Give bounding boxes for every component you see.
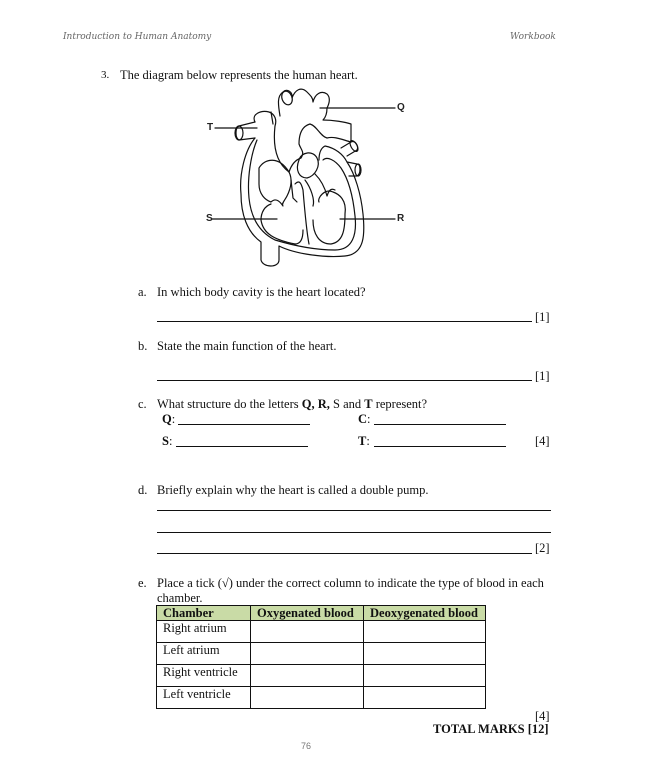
running-header-workbook: Workbook	[510, 32, 556, 42]
part-a-mark: [1]	[535, 310, 550, 324]
part-a-letter: a.	[138, 285, 147, 299]
answer-field-q[interactable]	[178, 424, 310, 425]
part-c-mark: [4]	[535, 434, 550, 448]
answer-field-c[interactable]	[374, 424, 506, 425]
part-c-letter: c.	[138, 397, 147, 411]
part-e-question-line1: Place a tick (√) under the correct column to indicate the type of blood in each	[157, 576, 544, 590]
heart-diagram	[195, 84, 420, 274]
part-b-question: State the main function of the heart.	[157, 339, 337, 353]
chamber-name: Left atrium	[157, 643, 251, 665]
table-row	[157, 665, 486, 687]
answer-field-s[interactable]	[176, 446, 308, 447]
oxygenated-cell[interactable]	[251, 665, 364, 687]
part-e-question-line2: chamber.	[157, 591, 203, 605]
table-row	[157, 643, 486, 665]
question-intro: The diagram below represents the human heart.	[120, 68, 358, 82]
table-header-row	[157, 606, 486, 621]
deoxygenated-cell[interactable]	[364, 643, 486, 665]
answer-line-b[interactable]	[157, 380, 532, 381]
header-chamber: Chamber	[157, 606, 251, 621]
part-b-mark: [1]	[535, 369, 550, 383]
part-d-letter: d.	[138, 483, 148, 497]
answer-line-a[interactable]	[157, 321, 532, 322]
part-c-question: What structure do the letters Q, R, S and T represent?	[157, 397, 428, 411]
heart-outline	[235, 89, 364, 266]
oxygenated-cell[interactable]	[251, 621, 364, 643]
field-s-label: S:	[162, 434, 173, 448]
part-d-question: Briefly explain why the heart is called a double pump.	[157, 483, 429, 497]
total-marks: TOTAL MARKS [12]	[433, 722, 549, 736]
chamber-name: Right ventricle	[157, 665, 251, 687]
part-e-mark: [4]	[535, 709, 550, 723]
answer-line-d-1[interactable]	[157, 510, 551, 511]
label-s: S	[206, 213, 213, 224]
field-q-label: Q:	[162, 412, 176, 426]
blood-type-table	[156, 605, 486, 709]
table-row	[157, 621, 486, 643]
label-r: R	[397, 213, 405, 224]
label-t: T	[207, 122, 214, 133]
chamber-name: Left ventricle	[157, 687, 251, 709]
question-number: 3.	[101, 69, 110, 81]
oxygenated-cell[interactable]	[251, 643, 364, 665]
part-a-question: In which body cavity is the heart located?	[157, 285, 366, 299]
chamber-name: Right atrium	[157, 621, 251, 643]
deoxygenated-cell[interactable]	[364, 665, 486, 687]
field-t-label: T:	[358, 434, 370, 448]
oxygenated-cell[interactable]	[251, 687, 364, 709]
answer-line-d-2[interactable]	[157, 532, 551, 533]
part-b-letter: b.	[138, 339, 148, 353]
header-deoxygenated: Deoxygenated blood	[364, 606, 486, 621]
table-row	[157, 687, 486, 709]
deoxygenated-cell[interactable]	[364, 687, 486, 709]
answer-field-t[interactable]	[374, 446, 506, 447]
part-d-mark: [2]	[535, 541, 550, 555]
field-c-label: C:	[358, 412, 371, 426]
header-oxygenated: Oxygenated blood	[251, 606, 364, 621]
deoxygenated-cell[interactable]	[364, 621, 486, 643]
label-q: Q	[397, 102, 405, 113]
running-header-title: Introduction to Human Anatomy	[63, 32, 212, 42]
answer-line-d-3[interactable]	[157, 553, 532, 554]
page-number: 76	[301, 741, 312, 751]
part-e-letter: e.	[138, 576, 147, 590]
